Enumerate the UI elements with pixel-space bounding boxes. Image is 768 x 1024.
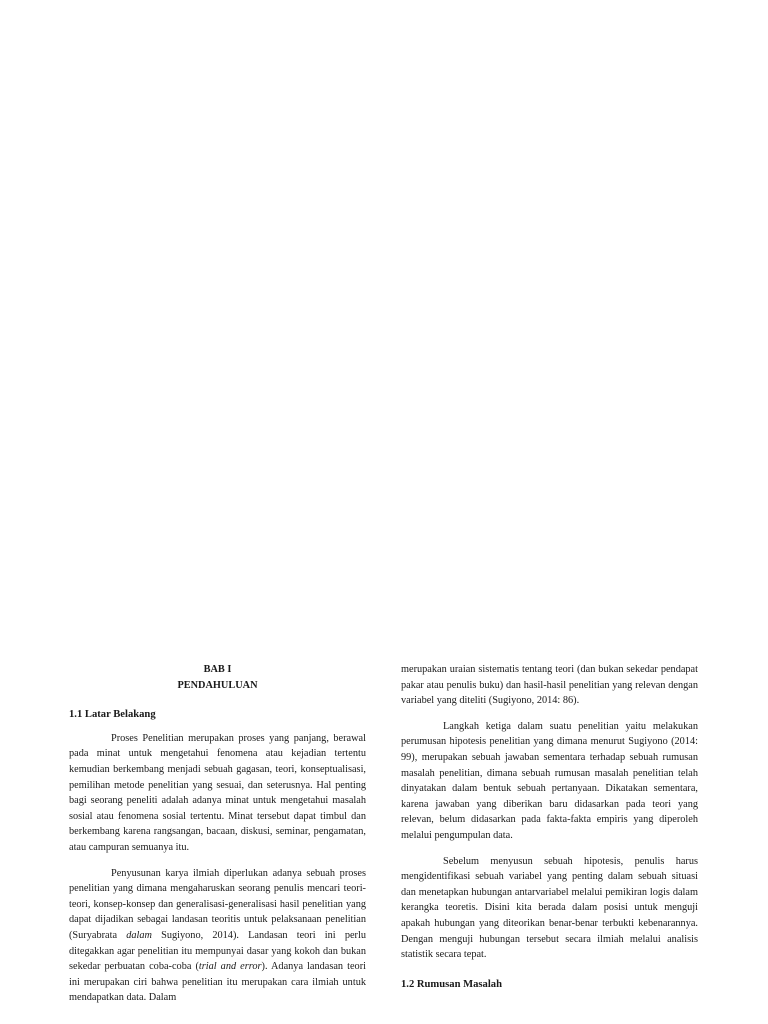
section-heading-latar-belakang: 1.1 Latar Belakang xyxy=(69,709,156,721)
left-column xyxy=(69,662,366,1016)
italic-dalam: dalam xyxy=(126,929,152,941)
italic-trial-and-error: trial and error xyxy=(198,961,262,973)
section-heading-rumusan-masalah: 1.2 Rumusan Masalah xyxy=(401,978,502,990)
paragraph-text: Sugiyono, 2014). Landasan teori ini perlu ditegakkan agar penelitian itu mempunyai dasar yang kokoh dan bukan sekedar perbuatan coba-coba ( xyxy=(69,929,366,973)
chapter-number: BAB I xyxy=(203,664,232,675)
paragraph-hipotesis: Langkah ketiga dalam suatu penelitian yaitu melakukan perumusan hipotesis penelitian yang dimana menurut Sugiyono (2014: 99), merupakan sebuah jawaban sementara terhadap sebuah rumusan masalah penelitian, dimana sebuah rumusan masalah penelitian telah dinyatakan dalam bentuk sebuah pertanyaan. Dikatakan sementara, karena jawaban yang diberikan baru didasarkan pada teori yang relevan, belum didasarkan pada fakta-fakta empiris yang diperoleh melalui pengumpulan data. xyxy=(401,720,698,841)
paragraph-latar-belakang-2 xyxy=(69,866,366,1006)
paragraph-variabel: Sebelum menyusun sebuah hipotesis, penulis harus mengidentifikasi sebuah variabel yang penting dalam sebuah situasi dan menetapkan hubungan antarvariabel melalui pemikiran logis dalam kerangka teoretis. Disini kita berada dalam posisi untuk menguji apakah hubungan yang diteorikan benar-benar terbukti kebenarannya. Dengan menguji hubungan tersebut secara ilmiah melalui analisis statistik secara tepat. xyxy=(401,855,698,961)
paragraph-text: Penyusunan karya ilmiah diperlukan adanya sebuah proses penelitian yang dimana mengaharuskan seorang penulis mencari teori-teori, konsep-konsep dan generalisasi-generalisasi hasil penelitian yang dapat dijadikan sebagai landasan teoritis untuk pelaksanaan penelitian (Suryabrata xyxy=(69,867,366,941)
paragraph-text: ). Adanya landasan teori ini merupakan ciri bahwa penelitian itu merupakan cara ilmiah untuk mendapatkan data. Dalam xyxy=(69,961,366,1004)
paragraph-latar-belakang-1: Proses Penelitian merupakan proses yang panjang, berawal pada minat untuk mengetahui fenomena atau kejadian tertentu kemudian berkembang menjadi sebuah gagasan, teori, konseptualisasi, pemilihan metode penelitian yang sesuai, dan seterusnya. Hal penting bagi seorang peneliti adalah adanya minat untuk mengetahui masalah sosial atau fenomena sosial tertentu. Minat tersebut dapat timbul dan berkembang karena rangsangan, bacaan, diskusi, seminar, pengamatan, atau campuran semuanya itu. xyxy=(69,732,366,853)
paragraph-continued: merupakan uraian sistematis tentang teori (dan bukan sekedar pendapat pakar atau penulis buku) dan hasil-hasil penelitian yang relevan dengan variabel yang diteliti (Sugiyono, 2014: 86). xyxy=(401,664,698,707)
chapter-title: PENDAHULUAN xyxy=(177,679,258,691)
right-column xyxy=(401,662,698,1000)
